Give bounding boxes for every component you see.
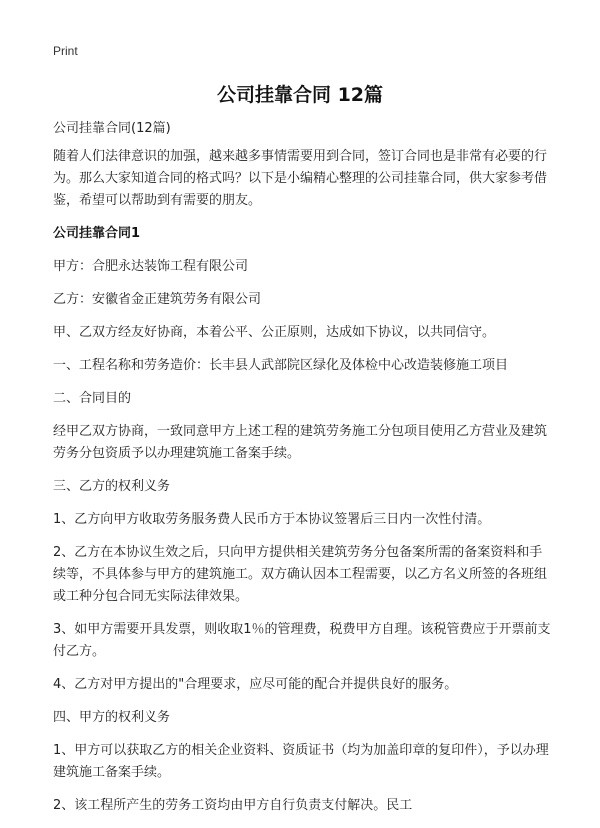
clause-3-title: 三、乙方的权利义务	[53, 479, 171, 494]
document-subtitle: 公司挂靠合同(12篇)	[53, 121, 171, 136]
clause-3-item-2: 2、乙方在本协议生效之后，只向甲方提供相关建筑劳务分包备案所需的备案资料和手续等，不具体参与甲方的建筑施工。双方确认因本工程需要，以乙方名义所签的各班组或工种分包合同无实际法律效果。	[53, 545, 548, 604]
party-b: 乙方：安徽省金正建筑劳务有限公司	[53, 292, 262, 307]
preamble-paragraph: 甲、乙双方经友好协商，本着公平、公正原则，达成如下协议，以共同信守。	[53, 325, 496, 340]
clause-4-title: 四、甲方的权利义务	[53, 710, 171, 725]
document-body	[53, 118, 555, 828]
print-link[interactable]: Print	[53, 44, 78, 58]
party-a: 甲方：合肥永达装饰工程有限公司	[53, 259, 249, 274]
clause-1: 一、工程名称和劳务造价：长丰县人武部院区绿化及体检中心改造装修施工项目	[53, 358, 509, 373]
intro-paragraph: 随着人们法律意识的加强，越来越多事情需要用到合同，签订合同也是非常有必要的行为。那么大家知道合同的格式吗？以下是小编精心整理的公司挂靠合同，供大家参考借鉴，希望可以帮助到有需要的朋友。	[53, 149, 548, 208]
clause-3-item-1: 1、乙方向甲方收取劳务服务费人民币方于本协议签署后三日内一次性付清。	[53, 512, 491, 527]
clause-3-item-4: 4、乙方对甲方提出的"合理要求，应尽可能的配合并提供良好的服务。	[53, 677, 458, 692]
clause-2-text: 经甲乙双方协商，一致同意甲方上述工程的建筑劳务施工分包项目使用乙方营业及建筑劳务分包资质予以办理建筑施工备案手续。	[53, 424, 548, 461]
clause-4-item-1: 1、甲方可以获取乙方的相关企业资料、资质证书（均为加盖印章的复印件），予以办理建筑施工备案手续。	[53, 743, 549, 780]
clause-2-title: 二、合同目的	[53, 391, 132, 406]
clause-3-item-3: 3、如甲方需要开具发票，则收取1％的管理费，税费甲方自理。该税管费应于开票前支付乙方。	[53, 622, 551, 659]
clause-4-item-2: 2、该工程所产生的劳务工资均由甲方自行负责支付解决。民工	[53, 798, 413, 813]
section-heading: 公司挂靠合同1	[53, 226, 141, 241]
page-title: 公司挂靠合同 12篇	[216, 84, 384, 106]
